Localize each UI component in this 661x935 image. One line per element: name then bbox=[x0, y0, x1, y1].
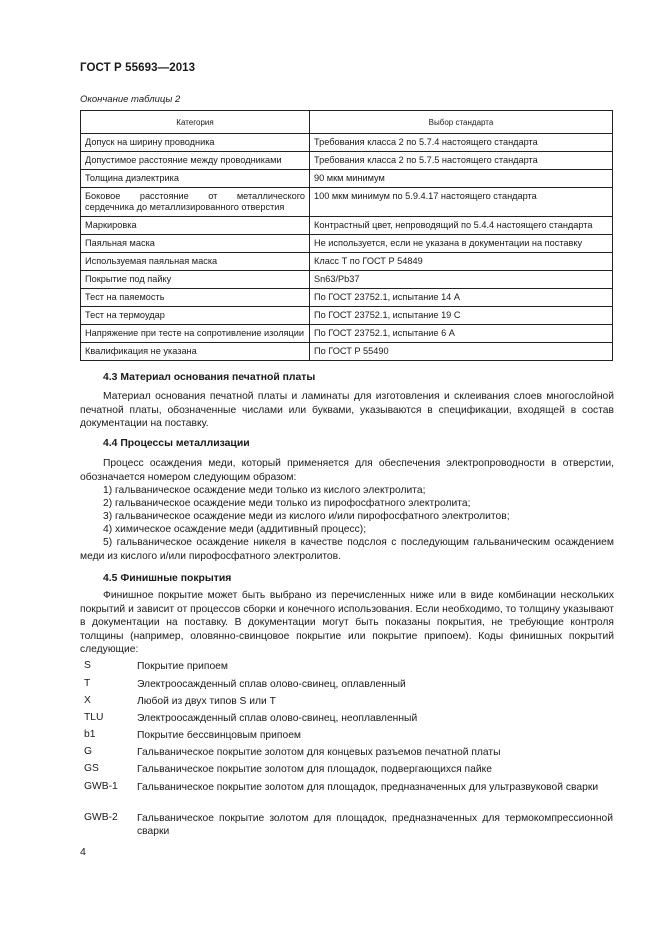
table-cell: Маркировка bbox=[81, 217, 310, 235]
table-row bbox=[81, 307, 613, 325]
section-heading-4-3: 4.3 Материал основания печатной платы bbox=[103, 372, 316, 383]
paragraph-text: Процесс осаждения меди, который применяется для обеспечения электропроводности в отверстии, обозначается номером следующим образом: bbox=[80, 458, 614, 483]
list-item bbox=[80, 536, 614, 563]
list-item: 2) гальваническое осаждение меди только из пирофосфатного электролита; bbox=[103, 498, 471, 509]
table-cell: По ГОСТ Р 55490 bbox=[310, 343, 613, 361]
table-row bbox=[81, 134, 613, 152]
table-row bbox=[81, 170, 613, 188]
finish-description: Гальваническое покрытие золотом для площадок, подвергающихся пайке bbox=[137, 764, 492, 775]
table-cell: Не используется, если не указана в документации на поставку bbox=[310, 235, 613, 253]
finish-code: GS bbox=[84, 763, 99, 774]
list-item: 3) гальваническое осаждение меди из кислого и/или пирофосфатного электролитов; bbox=[103, 511, 510, 522]
table-row bbox=[81, 253, 613, 271]
column-header-category: Категория bbox=[81, 111, 310, 134]
table-cell: Тест на паяемость bbox=[81, 289, 310, 307]
table-row bbox=[81, 343, 613, 361]
table-cell: Sn63/Pb37 bbox=[310, 271, 613, 289]
finish-description: Покрытие бессвинцовым припоем bbox=[137, 730, 302, 741]
table-caption: Окончание таблицы 2 bbox=[80, 94, 181, 105]
finish-code: X bbox=[84, 695, 91, 706]
paragraph-text: Материал основания печатной платы и ламинаты для изготовления и склеивания слоев многослойной печатной платы, обозначенные числами или буквами, указываются в спецификации, входящей в состав документации на поставку. bbox=[80, 391, 614, 429]
finish-description: Гальваническое покрытие золотом для площадок, предназначенных для термокомпрессионной сварки bbox=[137, 813, 613, 837]
finish-description: Гальваническое покрытие золотом для площадок, предназначенных для ультразвуковой сварки bbox=[137, 782, 599, 793]
table-cell: Требования класса 2 по 5.7.5 настоящего стандарта bbox=[310, 152, 613, 170]
section-4-4-intro bbox=[80, 457, 614, 484]
table-cell: Тест на термоудар bbox=[81, 307, 310, 325]
section-4-3-paragraph bbox=[80, 390, 614, 431]
table-row bbox=[81, 289, 613, 307]
table-cell: 90 мкм минимум bbox=[310, 170, 613, 188]
table-cell: Квалификация не указана bbox=[81, 343, 310, 361]
table-cell: По ГОСТ 23752.1, испытание 6 А bbox=[310, 325, 613, 343]
table-header-row bbox=[81, 111, 613, 134]
paragraph-text: Финишное покрытие может быть выбрано из перечисленных ниже или в виде комбинации нескольких покрытий и зависит от процессов сборки и конечного использования. Если необходимо, то толщину указывают в документации на поставку. В документации могут быть показаны покрытия, не требующие контроля толщины (например, оловянно-свинцовое покрытие или покрытие припоем). Коды финишных покрытий следующие: bbox=[80, 590, 614, 655]
table-row bbox=[81, 152, 613, 170]
table-cell: Покрытие под пайку bbox=[81, 271, 310, 289]
table-cell: Паяльная маска bbox=[81, 235, 310, 253]
list-item: 4) химическое осаждение меди (аддитивный процесс); bbox=[103, 524, 367, 535]
table-cell: Напряжение при тесте на сопротивление изоляции bbox=[81, 325, 310, 343]
table-cell: Допустимое расстояние между проводниками bbox=[81, 152, 310, 170]
table-cell: 100 мкм минимум по 5.9.4.17 настоящего стандарта bbox=[310, 188, 613, 217]
table-cell: Контрастный цвет, непроводящий по 5.4.4 настоящего стандарта bbox=[310, 217, 613, 235]
table-cell: Боковое расстояние от металлического сердечника до металлизированного отверстия bbox=[81, 188, 310, 217]
finish-code: GWB-1 bbox=[84, 781, 118, 792]
table-cell: Толщина диэлектрика bbox=[81, 170, 310, 188]
table-row bbox=[81, 188, 613, 217]
finish-description: Гальваническое покрытие золотом для концевых разъемов печатной платы bbox=[137, 747, 501, 758]
finish-description: Покрытие припоем bbox=[137, 661, 228, 672]
table-cell: Класс Т по ГОСТ Р 54849 bbox=[310, 253, 613, 271]
list-item-text: 5) гальваническое осаждение никеля в качестве подслоя с последующим гальваническим осаждением меди из кислого и/или пирофосфатного электролитов. bbox=[80, 537, 614, 562]
table-cell: По ГОСТ 23752.1, испытание 14 А bbox=[310, 289, 613, 307]
page-number: 4 bbox=[80, 846, 86, 858]
table-cell: Допуск на ширину проводника bbox=[81, 134, 310, 152]
table-row bbox=[81, 325, 613, 343]
section-heading-4-5: 4.5 Финишные покрытия bbox=[103, 573, 232, 584]
table-cell: Используемая паяльная маска bbox=[81, 253, 310, 271]
finish-code: S bbox=[84, 660, 91, 671]
finish-description: Любой из двух типов S или T bbox=[137, 696, 276, 707]
list-item: 1) гальваническое осаждение меди только из кислого электролита; bbox=[103, 485, 426, 496]
finish-code: b1 bbox=[84, 729, 96, 740]
spec-table bbox=[80, 110, 613, 361]
section-heading-4-4: 4.4 Процессы металлизации bbox=[103, 438, 250, 449]
finish-code: T bbox=[84, 678, 91, 689]
section-4-5-intro bbox=[80, 589, 614, 657]
finish-code: G bbox=[84, 746, 93, 757]
table-row bbox=[81, 217, 613, 235]
finish-code: GWB-2 bbox=[84, 812, 118, 823]
table-row bbox=[81, 271, 613, 289]
column-header-standard: Выбор стандарта bbox=[310, 111, 613, 134]
finish-description: Электроосажденный сплав олово-свинец, оплавленный bbox=[137, 679, 406, 690]
finish-description: Электроосажденный сплав олово-свинец, неоплавленный bbox=[137, 713, 418, 724]
table-cell: Требования класса 2 по 5.7.4 настоящего стандарта bbox=[310, 134, 613, 152]
document-header: ГОСТ Р 55693—2013 bbox=[80, 62, 196, 74]
table-cell: По ГОСТ 23752.1, испытание 19 С bbox=[310, 307, 613, 325]
finish-code: TLU bbox=[84, 712, 104, 723]
table-row bbox=[81, 235, 613, 253]
